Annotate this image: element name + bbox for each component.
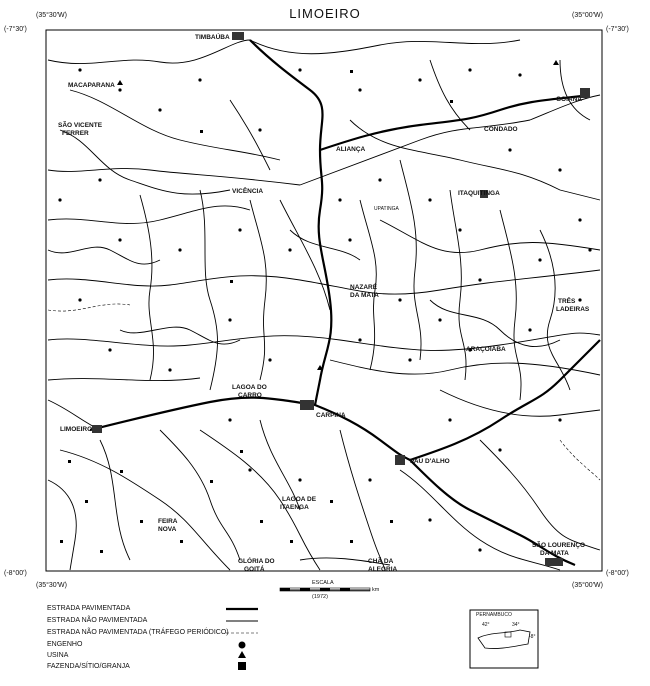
label-itaquitinga: ITAQUITINGA <box>458 190 500 197</box>
label-sao-vicente-2: FERRER <box>62 130 89 137</box>
label-sao-lourenco-2: DA MATA <box>540 550 569 557</box>
label-lagoa-do-carro-2: CARRO <box>238 392 262 399</box>
label-carpina: CARPINA <box>316 412 346 419</box>
fazenda-markers <box>60 70 453 553</box>
label-alianca: ALIANÇA <box>336 146 366 153</box>
town-carpina-area <box>300 400 314 410</box>
label-feira-nova-2: NOVA <box>158 526 177 533</box>
legend-symbols <box>226 609 258 670</box>
label-upatinga: UPATINGA <box>374 206 399 212</box>
label-timbauba: TIMBAÚBA <box>195 34 230 41</box>
periodic-roads <box>48 304 600 480</box>
usina-markers <box>117 60 559 370</box>
legend-usina: USINA <box>47 652 69 659</box>
legend-usina-triangle <box>238 651 246 658</box>
paved-roads <box>90 40 600 565</box>
inset-lon-east: 34° <box>512 622 520 628</box>
coord-bottom-left-lon: (35°30'W) <box>36 582 67 589</box>
scale-title: ESCALA <box>312 580 334 586</box>
label-feira-nova-1: FEIRA <box>158 518 178 525</box>
inset-state: PERNAMBUCO <box>476 612 512 618</box>
legend-unpaved: ESTRADA NÃO PAVIMENTADA <box>47 617 148 624</box>
label-sao-lourenco-1: SÃO LOURENÇO <box>532 542 586 549</box>
town-saolourenco-area <box>545 558 563 566</box>
inset-lon-west: 42° <box>482 622 490 628</box>
label-goiana: GOIANA <box>556 96 582 103</box>
scale-unit: km <box>372 587 380 593</box>
scale-bar <box>280 588 370 591</box>
label-lagoa-do-carro-1: LAGOA DO <box>232 384 267 391</box>
legend-engenho-dot <box>239 642 246 649</box>
label-aracoiaba: ARAÇOIABA <box>466 346 506 353</box>
town-limoeiro-area <box>92 425 102 433</box>
label-lagoa-de-itaenga-2: ITAENGA <box>280 504 309 511</box>
scale-year: (1972) <box>312 594 328 600</box>
town-paudalho-area <box>395 455 405 465</box>
map-title: LIMOEIRO <box>289 6 361 21</box>
label-gloria-1: GLÓRIA DO <box>238 558 275 565</box>
label-tres-1: TRÊS <box>558 298 576 305</box>
label-cha-1: CHÃ DA <box>368 558 394 565</box>
legend-engenho: ENGENHO <box>47 641 83 648</box>
label-sao-vicente-1: SÃO VICENTE <box>58 122 103 129</box>
label-gloria-2: GOITÁ <box>244 566 265 573</box>
town-areas <box>92 32 590 566</box>
coord-top-left-lon: (35°30'W) <box>36 12 67 19</box>
coord-bottom-right-lat: (-8°00') <box>606 570 629 577</box>
town-timbauba-area <box>232 32 244 40</box>
engenho-markers <box>58 68 591 551</box>
coord-top-right-lon: (35°00'W) <box>572 12 603 19</box>
legend-periodic: ESTRADA NÃO PAVIMENTADA (TRÁFEGO PERIÓDICO) <box>47 629 229 636</box>
label-condado: CONDADO <box>484 126 518 133</box>
label-tres-2: LADEIRAS <box>556 306 590 313</box>
unpaved-roads <box>48 40 600 570</box>
label-nazare-1: NAZARÉ <box>350 284 378 291</box>
label-limoeiro: LIMOEIRO <box>60 426 93 433</box>
label-vicencia: VICÊNCIA <box>232 188 264 195</box>
label-nazare-2: DA MATA <box>350 292 379 299</box>
coord-top-right-lat: (-7°30') <box>606 26 629 33</box>
label-macaparana: MACAPARANA <box>68 82 115 89</box>
coord-top-left-lat: (-7°30') <box>4 26 27 33</box>
legend-fazenda-square <box>238 662 246 670</box>
inset-lat: -8° <box>529 634 536 640</box>
coord-bottom-left-lat: (-8°00') <box>4 570 27 577</box>
coord-bottom-right-lon: (35°00'W) <box>572 582 603 589</box>
legend-paved: ESTRADA PAVIMENTADA <box>47 605 131 612</box>
label-pau-dalho: PAU D'ALHO <box>410 458 450 465</box>
legend-fazenda: FAZENDA/SÍTIO/GRANJA <box>47 663 130 670</box>
label-cha-2: ALEGRIA <box>368 566 398 573</box>
inset-locator <box>470 610 538 668</box>
map-frame <box>46 30 602 571</box>
label-lagoa-de-itaenga-1: LAGOA DE <box>282 496 317 503</box>
